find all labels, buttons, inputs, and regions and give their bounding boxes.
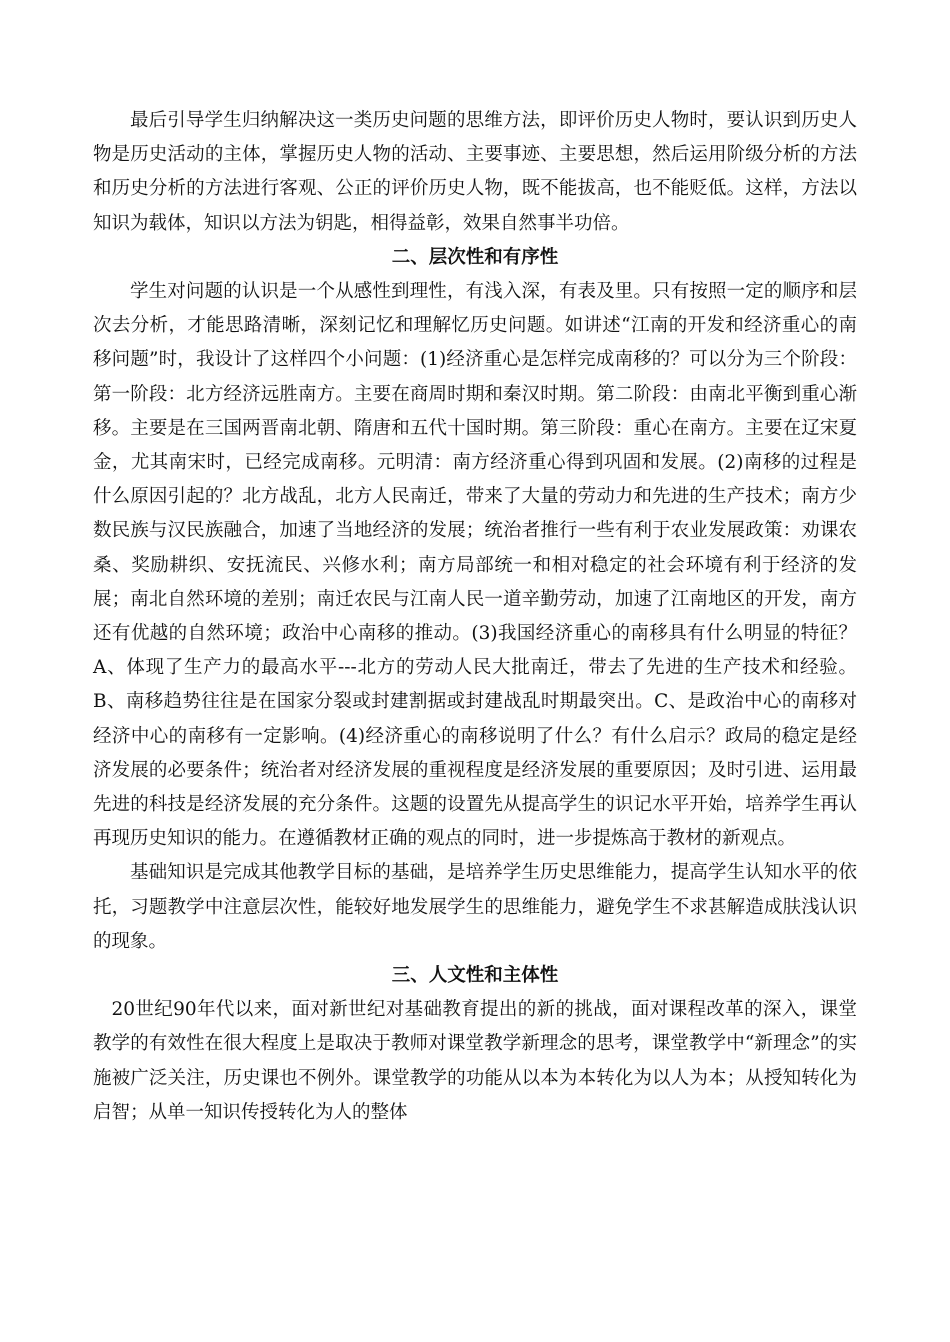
section-heading-3: 三、人文性和主体性	[391, 965, 559, 987]
paragraph-evaluation-method: 最后引导学生归纳解决这一类历史问题的思维方法，即评价历史人物时，要认识到历史人物是历史活动的主体，掌握历史人物的活动、主要事迹、主要思想，然后运用阶级分析的方法和历史分析的方法进行客观、公正的评价历史人物，既不能拔高，也不能贬低。这样，方法以知识为载体，知识以方法为钥匙，相得益彰，效果自然事半功倍。	[93, 110, 857, 234]
paragraph-basic-knowledge: 基础知识是完成其他教学目标的基础，是培养学生历史思维能力，提高学生认知水平的依托，习题教学中注意层次性，能较好地发展学生的思维能力，避免学生不求甚解造成肤浅认识的现象。	[93, 862, 857, 952]
section-heading-2: 二、层次性和有序性	[391, 246, 559, 268]
paragraph-humanistic: 20世纪90年代以来，面对新世纪对基础教育提出的新的挑战，面对课程改革的深入，课堂教学的有效性在很大程度上是取决于教师对课堂教学新理念的思考，课堂教学中“新理念”的实施被广泛关注，历史课也不例外。课堂教学的功能从以本为本转化为以人为本；从授知转化为启智；从单一知识传授转化为人的整体	[93, 999, 857, 1123]
paragraph-economic-shift: 学生对问题的认识是一个从感性到理性，有浅入深，有表及里。只有按照一定的顺序和层次去分析，才能思路清晰，深刻记忆和理解忆历史问题。如讲述“江南的开发和经济重心的南移问题”时，我设计了这样四个小问题：(1)经济重心是怎样完成南移的？可以分为三个阶段：第一阶段：北方经济远胜南方。主要在商周时期和秦汉时期。第二阶段：由南北平衡到重心渐移。主要是在三国两晋南北朝、隋唐和五代十国时期。第三阶段：重心在南方。主要在辽宋夏金，尤其南宋时，已经完成南移。元明清：南方经济重心得到巩固和发展。(2)南移的过程是什么原因引起的？北方战乱，北方人民南迁，带来了大量的劳动力和先进的生产技术；南方少数民族与汉民族融合，加速了当地经济的发展；统治者推行一些有利于农业发展政策：劝课农桑、奖励耕织、安抚流民、兴修水利；南方局部统一和相对稳定的社会环境有利于经济的发展；南北自然环境的差别；南迁农民与江南人民一道辛勤劳动，加速了江南地区的开发，南方还有优越的自然环境；政治中心南移的推动。(3)我国经济重心的南移具有什么明显的特征？A、体现了生产力的最高水平---北方的劳动人民大批南迁，带去了先进的生产技术和经验。B、南移趋势往往是在国家分裂或封建割据或封建战乱时期最突出。C、是政治中心的南移对经济中心的南移有一定影响。(4)经济重心的南移说明了什么？有什么启示？政局的稳定是经济发展的必要条件；统治者对经济发展的重视程度是经济发展的重要原因；及时引进、运用最先进的科技是经济发展的充分条件。这题的设置先从提高学生的识记水平开始，培养学生再认再现历史知识的能力。在遵循教材正确的观点的同时，进一步提炼高于教材的新观点。	[93, 281, 857, 850]
document-body	[93, 104, 857, 1130]
